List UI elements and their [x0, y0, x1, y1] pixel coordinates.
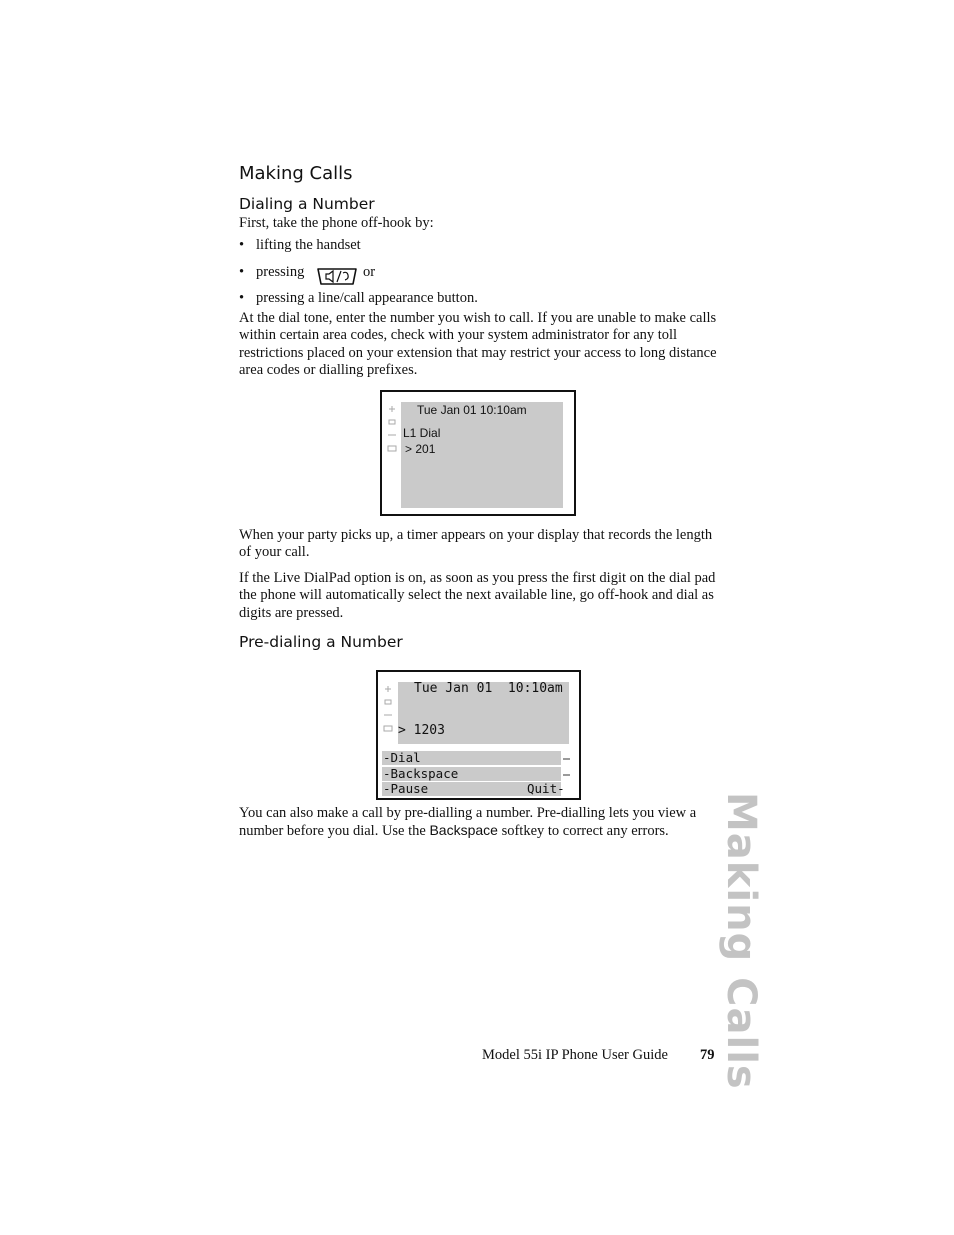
bullet-item: • pressing or: [239, 264, 439, 286]
handsfree-speaker-key-icon: [316, 267, 358, 291]
bullet-text: pressing a line/call appearance button.: [256, 290, 478, 306]
display-datetime: Tue Jan 01 10:10am: [414, 681, 563, 696]
line-status-icon: [383, 685, 393, 738]
paragraph: [239, 805, 719, 841]
phone-display-predialing: [376, 670, 581, 800]
line-status-icon: [387, 405, 397, 458]
side-tab-label: Making Calls: [718, 792, 764, 1090]
subsection-title-predialing: Pre-dialing a Number: [239, 633, 403, 651]
display-dialed-number: > 201: [405, 442, 436, 456]
display-line-status: L1 Dial: [403, 426, 441, 440]
softkey-backspace[interactable]: -Backspace: [383, 766, 459, 781]
paragraph: When your party picks up, a timer appears on your display that records the length of your call.: [239, 527, 713, 561]
paragraph: If the Live DialPad option is on, as soon as you press the first digit on the dial pad the phone will automatically select the next available line, go off-hook and dial as digits are pressed.: [239, 570, 716, 621]
softkey-dial[interactable]: -Dial: [383, 750, 421, 765]
intro-text: First, take the phone off-hook by:: [239, 215, 434, 231]
backspace-keyword: Backspace: [429, 822, 498, 839]
section-title: Making Calls: [239, 163, 353, 184]
softkey-quit[interactable]: Quit-: [527, 781, 565, 796]
phone-display-dialing: [380, 390, 576, 516]
display-dialed-number: > 1203: [398, 723, 445, 738]
softkey-tick: [563, 758, 570, 760]
bullet-text-or: or: [363, 264, 376, 280]
bullet-text: pressing: [256, 264, 305, 280]
softkey-pause[interactable]: -Pause: [383, 781, 429, 796]
bullet-text: lifting the handset: [256, 237, 361, 253]
subsection-title-dialing: Dialing a Number: [239, 195, 375, 213]
footer-guide-title: Model 55i IP Phone User Guide: [482, 1047, 668, 1063]
paragraph: At the dial tone, enter the number you wish to call. If you are unable to make calls within certain area codes, check with your system administrator for any toll restrictions placed on your extension that may restrict your access to long distance area codes or dialling prefixes.: [239, 310, 717, 378]
display-datetime: Tue Jan 01 10:10am: [417, 403, 527, 417]
paragraph-text: You can also make a call by pre-dialling a number. Pre-dialling lets you view a number before you dial. Use the: [239, 805, 697, 840]
paragraph-text: softkey to correct any errors.: [497, 823, 669, 840]
page-number: 79: [700, 1047, 715, 1063]
softkey-tick: [563, 774, 570, 776]
